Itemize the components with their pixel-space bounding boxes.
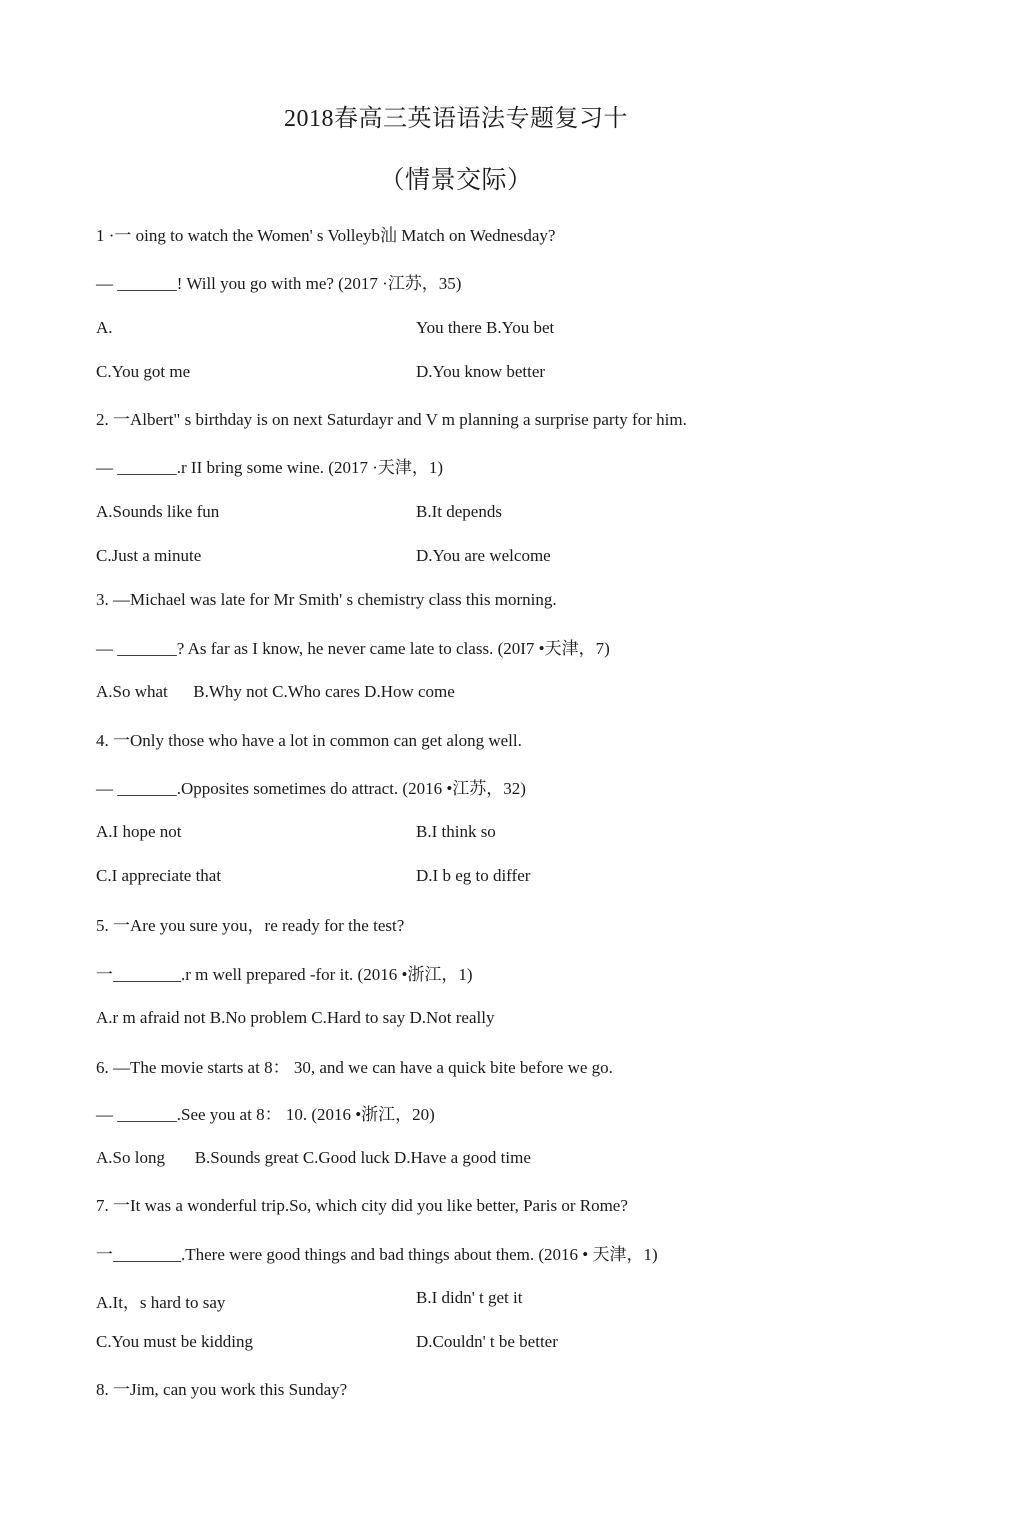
question-4-option-a: A.I hope not [96, 822, 182, 841]
question-2-stem: 2. 一Albert" s birthday is on next Saturdayr and V m planning a surprise party for him. [96, 410, 687, 429]
question-7-option-c: C.You must be kidding [96, 1332, 253, 1351]
question-7-option-d: D.Couldn' t be better [416, 1332, 558, 1351]
question-2-option-a: A.Sounds like fun [96, 502, 220, 521]
question-5-reply: 一________.r m well prepared -for it. (2016 •浙江，1) [96, 965, 473, 984]
question-4-option-c: C.I appreciate that [96, 866, 222, 885]
question-3-stem: 3. —Michael was late for Mr Smith' s chemistry class this morning. [96, 590, 557, 609]
question-7-reply: 一________.There were good things and bad things about them. (2016 • 天津，1) [96, 1245, 658, 1264]
question-1-option-d: D.You know better [416, 362, 546, 381]
question-3-reply: — _______? As far as I know, he never came late to class. (20I7 •天津，7) [96, 639, 610, 658]
question-1-option-b: You there B.You bet [416, 318, 555, 337]
question-4-option-b: B.I think so [416, 822, 496, 841]
question-3-options: A.So what B.Why not C.Who cares D.How come [96, 682, 455, 701]
question-1-stem: 1 ·一 oing to watch the Women' s Volleyb汕 Match on Wednesday? [96, 226, 556, 245]
question-1-option-c: C.You got me [96, 362, 191, 381]
question-5-stem: 5. 一Are you sure you，re ready for the test? [96, 916, 405, 935]
question-2-option-d: D.You are welcome [416, 546, 551, 565]
question-2-reply: — _______.r II bring some wine. (2017 ·天津，1) [96, 458, 444, 477]
question-4-stem: 4. 一Only those who have a lot in common can get along well. [96, 731, 522, 750]
question-1-reply: — _______! Will you go with me? (2017 ·江苏，35) [96, 274, 462, 293]
question-2-option-c: C.Just a minute [96, 546, 202, 565]
document-title: 2018春高三英语语法专题复习十 [284, 106, 628, 132]
question-7-stem: 7. 一It was a wonderful trip.So, which city did you like better, Paris or Rome? [96, 1196, 628, 1215]
question-8-stem: 8. 一Jim, can you work this Sunday? [96, 1380, 348, 1399]
question-4-reply: — _______.Opposites sometimes do attract. (2016 •江苏，32) [96, 779, 526, 798]
question-1-option-a: A. [96, 318, 113, 337]
question-7-option-a: A.It，s hard to say [96, 1293, 226, 1312]
question-6-stem: 6. —The movie starts at 8： 30, and we can have a quick bite before we go. [96, 1058, 613, 1077]
question-4-option-d: D.I b eg to differ [416, 866, 531, 885]
question-6-options: A.So long B.Sounds great C.Good luck D.Have a good time [96, 1148, 531, 1167]
document-subtitle: （情景交际） [379, 167, 533, 194]
question-6-reply: — _______.See you at 8： 10. (2016 •浙江，20) [96, 1105, 435, 1124]
question-2-option-b: B.It depends [416, 502, 502, 521]
question-7-option-b: B.I didn' t get it [416, 1288, 523, 1307]
question-5-options: A.r m afraid not B.No problem C.Hard to say D.Not really [96, 1008, 495, 1027]
